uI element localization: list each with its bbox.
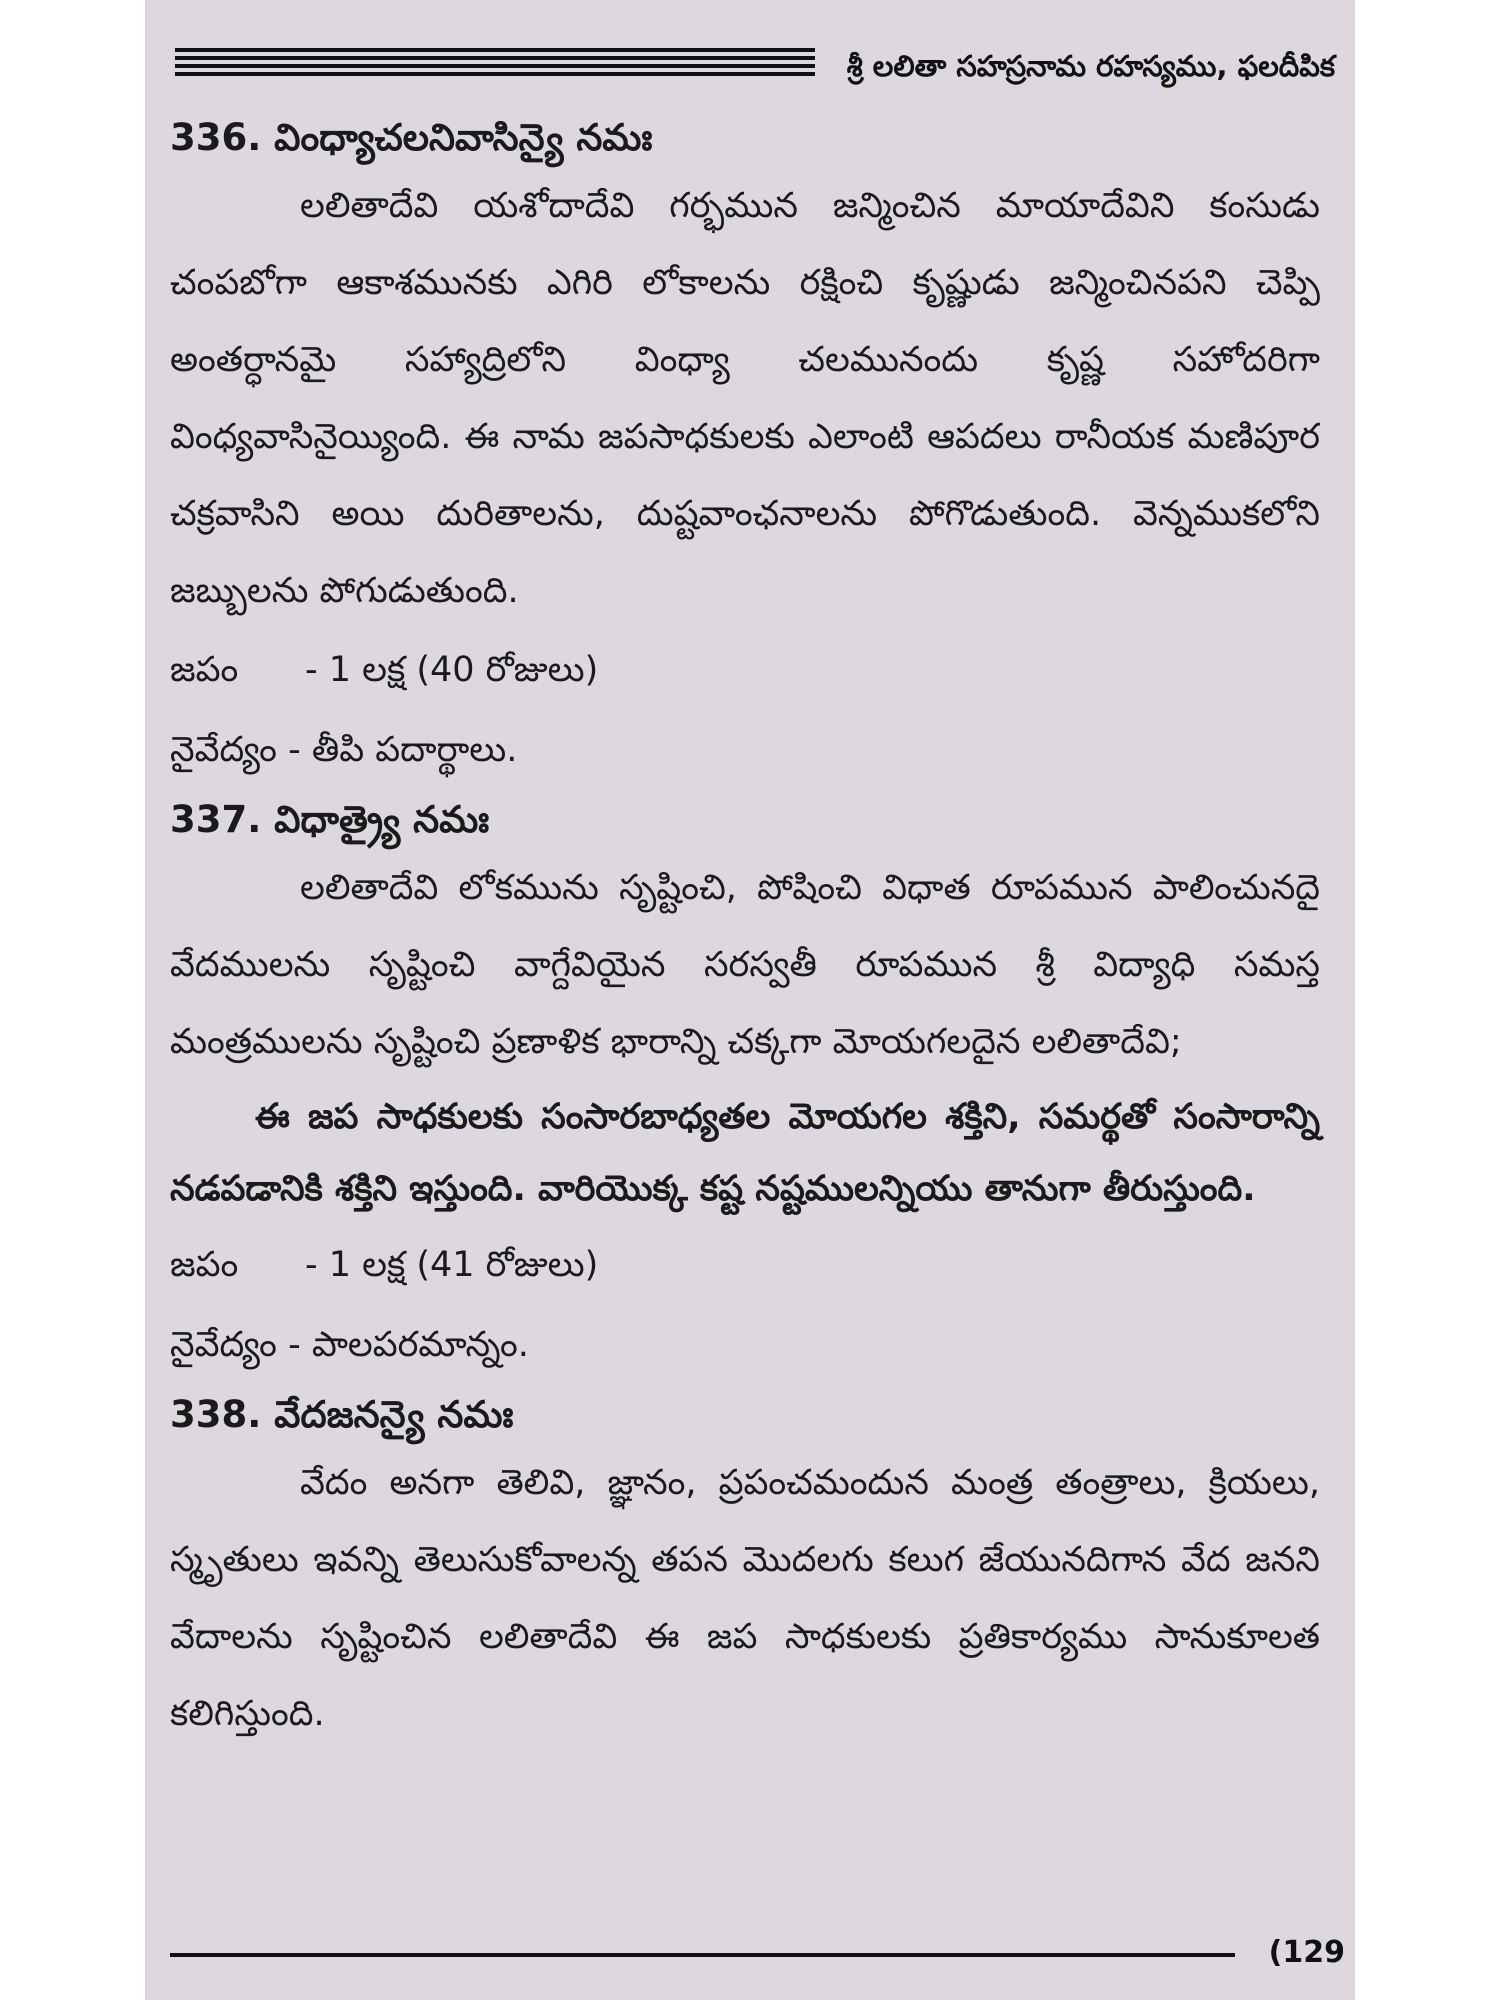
japam-line: [170, 1225, 1320, 1305]
japam-line: [170, 630, 1320, 710]
japam-label: జపం: [170, 1245, 239, 1285]
entry-heading: 336. వింధ్యాచలనివాసిన్యై నమః: [170, 116, 653, 159]
footer-rule: [170, 1953, 1235, 1957]
entry-338: [170, 1385, 1320, 1753]
japam-value: - 1 లక్ష (41 రోజులు): [305, 1245, 599, 1285]
naivedyam-label: నైవేద్యం: [170, 1325, 277, 1365]
naivedyam-line: [170, 710, 1320, 790]
page-content: [170, 108, 1320, 1753]
entry-paragraph: లలితాదేవి యశోదాదేవి గర్భమున జన్మించిన మాయాదేవిని కంసుడు చంపబోగా ఆకాశమునకు ఎగిరి లోకాలను రక్షించి కృష్ణుడు జన్మించినపని చెప్పి అంతర్ధానమై సహ్యాద్రిలోని వింధ్యా చలమునందు కృష్ణ సహోదరిగా వింధ్యవాసినైయ్యింది. ఈ నామ జపసాధకులకు ఎలాంటి ఆపదలు రానీయక మణిపూర చక్రవాసిని అయి దురితాలను, దుష్టవాంఛనాలను పోగొడుతుంది. వెన్నముకలోని జబ్బులను పోగుడుతుంది.: [170, 186, 1320, 611]
naivedyam-label: నైవేద్యం: [170, 730, 277, 770]
page-header: [175, 42, 1335, 92]
running-title: శ్రీ లలితా సహస్రనామ రహస్యము, ఫలదీపిక: [846, 49, 1335, 83]
page-number-bracket-icon: (: [1268, 1935, 1283, 1970]
entry-336: [170, 108, 1320, 790]
entry-paragraph: వేదం అనగా తెలివి, జ్ఞానం, ప్రపంచమందున మంత్ర తంత్రాలు, క్రియలు, స్మృతులు ఇవన్ని తెలుసుకోవాలన్న తపన మొదలగు కలుగ జేయునదిగాన వేద జనని వేదాలను సృష్టించిన లలితాదేవి ఈ జప సాధకులకు ప్రతికార్యము సానుకూలత కలిగిస్తుంది.: [170, 1463, 1320, 1734]
header-rules: [175, 48, 815, 84]
naivedyam-value: - తీపి పదార్థాలు.: [288, 730, 518, 770]
entry-bold-paragraph: ఈ జప సాధకులకు సంసారబాధ్యతల మోయగల శక్తిని, సమర్థతో సంసారాన్ని నడపడానికి శక్తిని ఇస్తుంది. వారియొక్క కష్ట నష్టములన్నియు తానుగా తీరుస్తుంది.: [170, 1097, 1320, 1209]
book-page: [145, 0, 1355, 2000]
entry-heading: 337. విధాత్ర్యై నమః: [170, 798, 490, 841]
naivedyam-value: - పాలపరమాన్నం.: [288, 1325, 529, 1365]
page-number: (129: [1268, 1935, 1345, 1970]
entry-heading: 338. వేదజనన్యై నమః: [170, 1393, 514, 1436]
naivedyam-line: [170, 1305, 1320, 1385]
japam-value: - 1 లక్ష (40 రోజులు): [305, 650, 599, 690]
japam-label: జపం: [170, 650, 239, 690]
page-footer: [170, 1935, 1345, 1970]
entry-337: [170, 790, 1320, 1385]
entry-paragraph: లలితాదేవి లోకమును సృష్టించి, పోషించి విధాత రూపమున పాలించునదై వేదములను సృష్టించి వాగ్దేవియైన సరస్వతీ రూపమున శ్రీ విద్యాధి సమస్త మంత్రములను సృష్టించి ప్రణాళిక భారాన్ని చక్కగా మోయగలదైన లలితాదేవి;: [170, 868, 1320, 1062]
